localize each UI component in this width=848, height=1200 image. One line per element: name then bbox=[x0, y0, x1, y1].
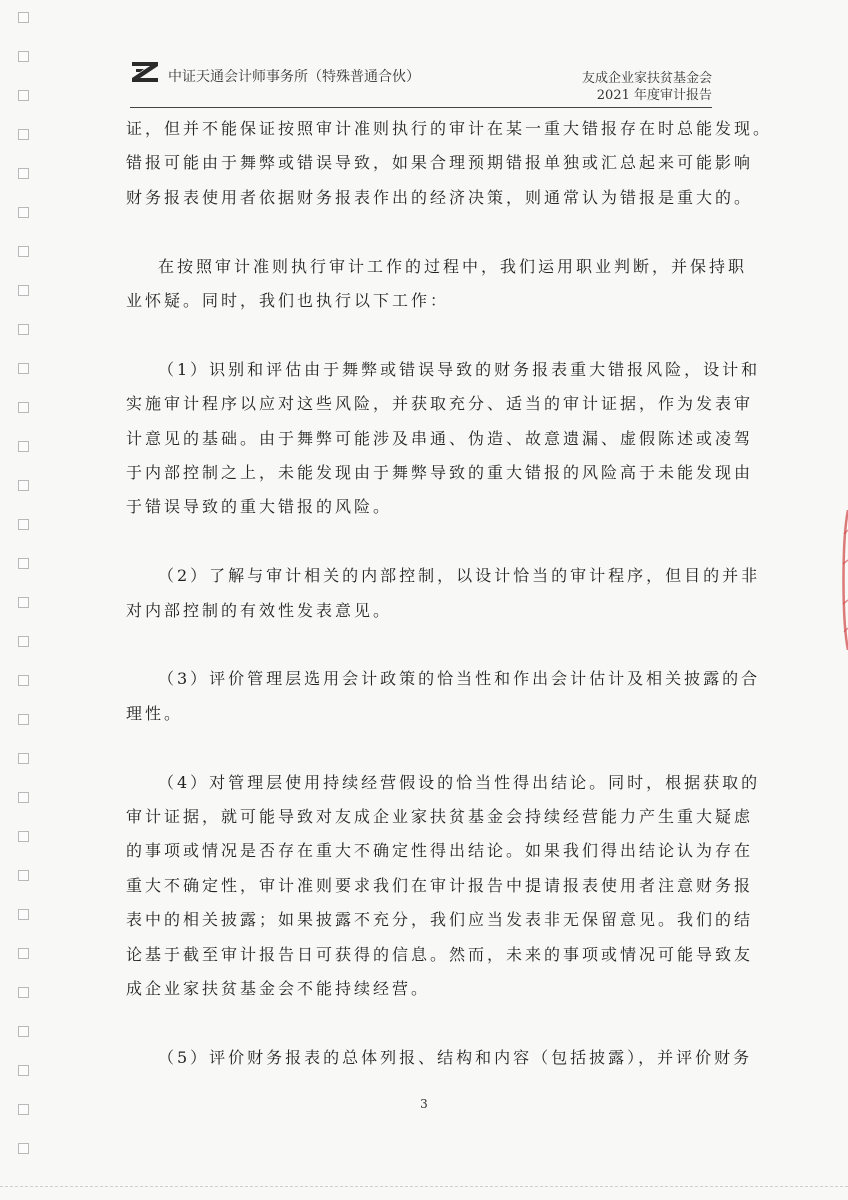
text-line: 于内部控制之上，未能发现由于舞弊导致的重大错报的风险高于未能发现由 bbox=[126, 463, 754, 483]
text-line: 论基于截至审计报告日可获得的信息。然而，未来的事项或情况可能导致友 bbox=[126, 944, 754, 964]
text-line: 重大不确定性，审计准则要求我们在审计报告中提请报表使用者注意财务报 bbox=[126, 875, 754, 895]
report-title: 2021 年度审计报告 bbox=[596, 88, 712, 103]
paragraph-1 bbox=[126, 112, 773, 215]
seal-stamp-edge-icon bbox=[840, 510, 848, 650]
paragraph-6 bbox=[126, 766, 761, 1007]
binding-hole bbox=[18, 246, 29, 257]
text-line: 理性。 bbox=[126, 703, 184, 723]
binding-hole bbox=[18, 909, 29, 920]
text-line: 错报可能由于舞弊或错误导致，如果合理预期错报单独或汇总起来可能影响 bbox=[126, 153, 754, 173]
binding-holes bbox=[18, 12, 32, 1162]
text-line: 的事项或情况是否存在重大不确定性得出结论。如果我们得出结论认为存在 bbox=[126, 841, 754, 861]
page-header bbox=[130, 58, 712, 108]
binding-hole bbox=[18, 1026, 29, 1037]
binding-hole bbox=[18, 558, 29, 569]
header-right bbox=[582, 70, 712, 104]
paragraph-3 bbox=[126, 353, 761, 525]
text-line: 审计证据，就可能导致对友成企业家扶贫基金会持续经营能力产生重大疑虑 bbox=[126, 807, 754, 827]
text-line: （2）了解与审计相关的内部控制，以设计恰当的审计程序，但目的并非 bbox=[158, 566, 761, 586]
firm-logo-icon bbox=[130, 60, 160, 84]
text-line: 实施审计程序以应对这些风险，并获取充分、适当的审计证据，作为发表审 bbox=[126, 394, 754, 414]
text-line: （4）对管理层使用持续经营假设的恰当性得出结论。同时，根据获取的 bbox=[158, 772, 761, 792]
firm-name: 中证天通会计师事务所（特殊普通合伙） bbox=[168, 69, 420, 85]
text-line: 表中的相关披露；如果披露不充分，我们应当发表非无保留意见。我们的结 bbox=[126, 910, 754, 930]
text-line: 于错误导致的重大错报的风险。 bbox=[126, 497, 393, 517]
binding-hole bbox=[18, 168, 29, 179]
binding-hole bbox=[18, 1065, 29, 1076]
binding-hole bbox=[18, 129, 29, 140]
paragraph-7 bbox=[126, 1041, 753, 1075]
binding-hole bbox=[18, 51, 29, 62]
text-line: 在按照审计准则执行审计工作的过程中，我们运用职业判断，并保持职 bbox=[158, 256, 748, 276]
binding-hole bbox=[18, 1143, 29, 1154]
binding-hole bbox=[18, 285, 29, 296]
header-rule bbox=[130, 107, 712, 108]
page-number: 3 bbox=[420, 1097, 428, 1111]
text-line: （1）识别和评估由于舞弊或错误导致的财务报表重大错报风险，设计和 bbox=[158, 359, 761, 379]
binding-hole bbox=[18, 441, 29, 452]
binding-hole bbox=[18, 207, 29, 218]
text-line: （5）评价财务报表的总体列报、结构和内容（包括披露），并评价财务 bbox=[158, 1047, 753, 1067]
binding-hole bbox=[18, 12, 29, 23]
binding-hole bbox=[18, 480, 29, 491]
page-edge-line bbox=[0, 1186, 848, 1187]
binding-hole bbox=[18, 90, 29, 101]
binding-hole bbox=[18, 753, 29, 764]
binding-hole bbox=[18, 597, 29, 608]
binding-hole bbox=[18, 402, 29, 413]
binding-hole bbox=[18, 675, 29, 686]
text-line: 业怀疑。同时，我们也执行以下工作： bbox=[126, 291, 450, 311]
binding-hole bbox=[18, 948, 29, 959]
text-line: 财务报表使用者依据财务报表作出的经济决策，则通常认为错报是重大的。 bbox=[126, 187, 754, 207]
binding-hole bbox=[18, 363, 29, 374]
text-line: （3）评价管理层选用会计政策的恰当性和作出会计估计及相关披露的合 bbox=[158, 669, 761, 689]
binding-hole bbox=[18, 831, 29, 842]
binding-hole bbox=[18, 792, 29, 803]
paragraph-2 bbox=[126, 250, 748, 319]
binding-hole bbox=[18, 324, 29, 335]
binding-hole bbox=[18, 987, 29, 998]
text-line: 成企业家扶贫基金会不能持续经营。 bbox=[126, 979, 431, 999]
client-name: 友成企业家扶贫基金会 bbox=[581, 71, 712, 86]
binding-hole bbox=[18, 519, 29, 530]
paragraph-5 bbox=[126, 662, 761, 731]
paragraph-4 bbox=[126, 559, 761, 628]
report-body bbox=[126, 112, 773, 1075]
text-line: 计意见的基础。由于舞弊可能涉及串通、伪造、故意遗漏、虚假陈述或凌驾 bbox=[126, 428, 754, 448]
text-line: 证，但并不能保证按照审计准则执行的审计在某一重大错报存在时总能发现。 bbox=[126, 119, 773, 138]
binding-hole bbox=[18, 636, 29, 647]
text-line: 对内部控制的有效性发表意见。 bbox=[126, 600, 393, 620]
binding-hole bbox=[18, 714, 29, 725]
binding-hole bbox=[18, 870, 29, 881]
